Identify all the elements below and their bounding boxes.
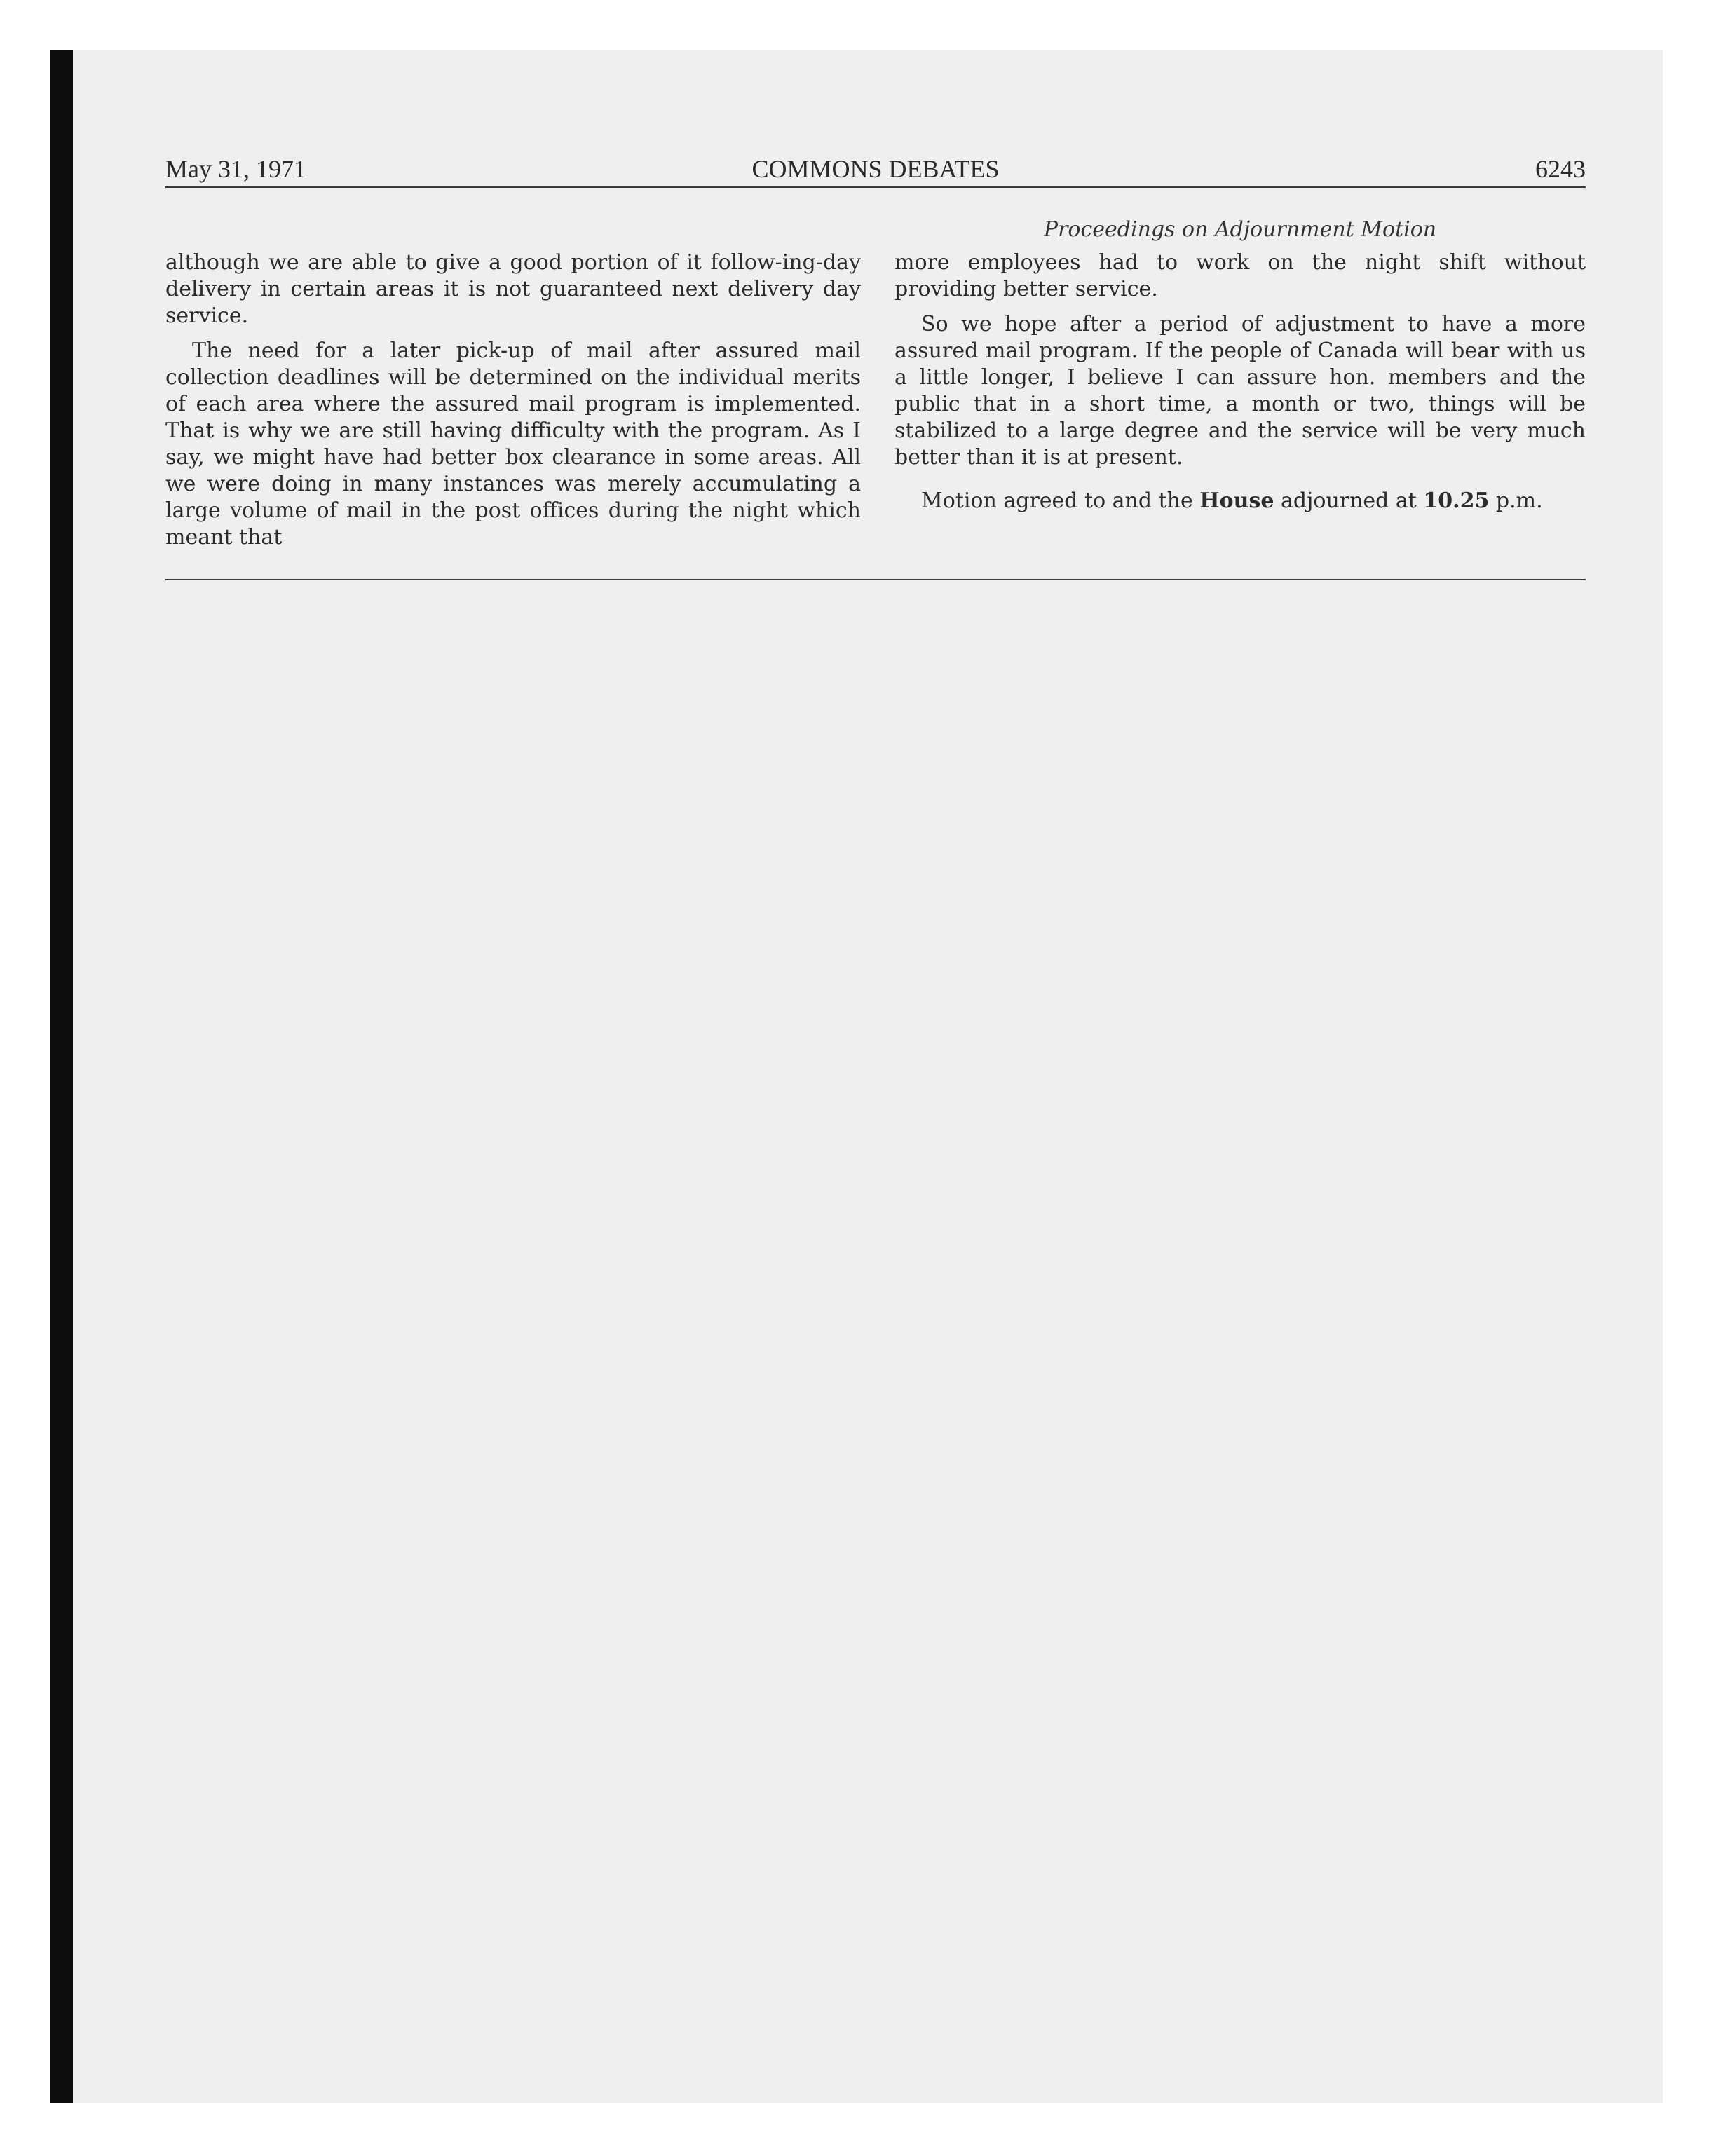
motion-house: House xyxy=(1199,489,1274,513)
motion-middle: adjourned at xyxy=(1274,489,1424,513)
header-publication: COMMONS DEBATES xyxy=(751,155,1000,183)
motion-prefix: Motion agreed to and the xyxy=(921,489,1200,513)
header-rule xyxy=(165,186,1586,188)
header-date: May 31, 1971 xyxy=(165,155,306,183)
right-paragraph-1: more employees had to work on the night shift without providing better service. xyxy=(894,250,1586,301)
header-page-number: 6243 xyxy=(1535,155,1586,183)
running-head xyxy=(165,153,1586,185)
right-column xyxy=(894,250,1586,523)
motion-suffix: p.m. xyxy=(1489,489,1543,513)
section-heading: Proceedings on Adjournment Motion xyxy=(1043,217,1437,242)
right-paragraph-2: So we hope after a period of adjustment to have a more assured mail program. If the people of Canada will bear with us a little longer, I believe I can assure hon. members and the public that in a short time, a month or two, things will be stabilized to a large degree and the service will be very much better than it is at present. xyxy=(894,312,1586,470)
left-column xyxy=(165,250,861,559)
left-paragraph-2: The need for a later pick-up of mail after assured mail collection deadlines will be determined on the individual merits of each area where the assured mail program is implemented. That is why we are still having difficulty with the program. As I say, we might have had better box clearance in some areas. All we were doing in many instances was merely accumulating a large volume of mail in the post offices during the night which meant that xyxy=(165,339,861,550)
bottom-rule xyxy=(165,579,1586,580)
motion-statement xyxy=(894,488,1586,514)
left-paragraph-1: although we are able to give a good portion of it follow-ing-day delivery in certain areas it is not guaranteed next delivery day service. xyxy=(165,250,861,328)
scan-edge-shadow xyxy=(50,50,73,2103)
motion-time: 10.25 xyxy=(1423,489,1490,513)
